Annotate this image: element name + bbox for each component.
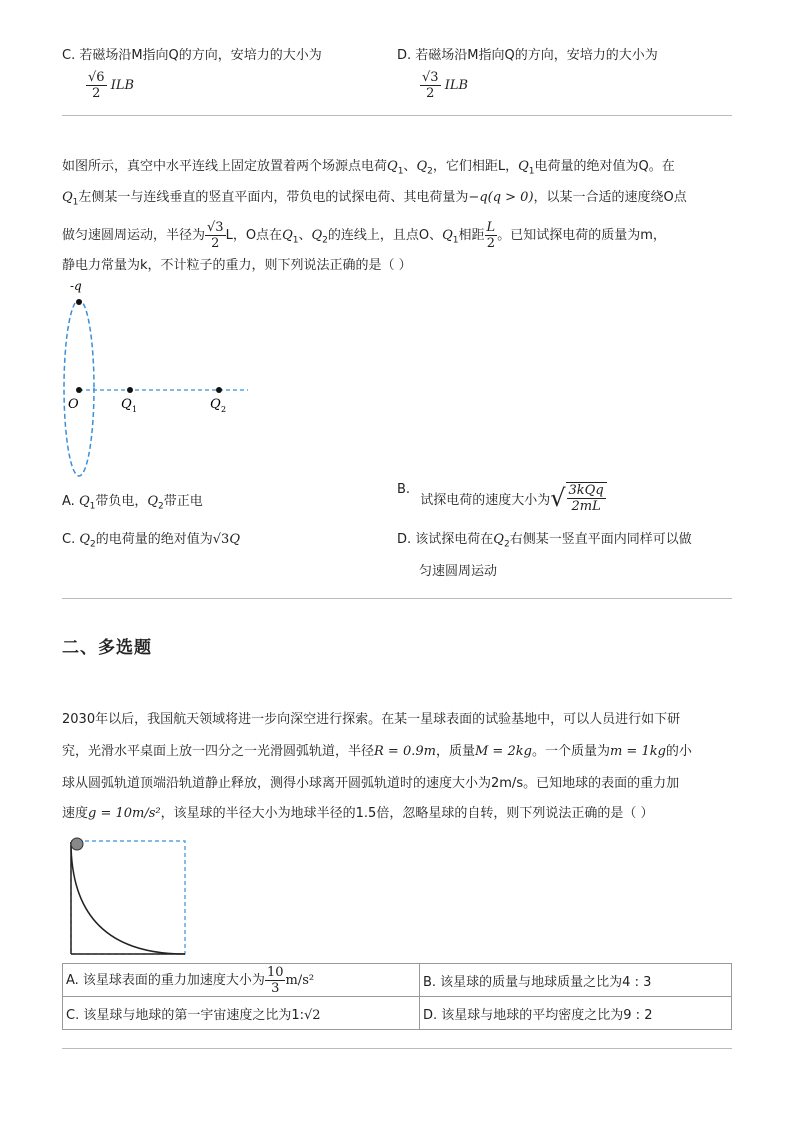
option-c[interactable]: C. $Q_2$的电荷量的绝对值为√3Q xyxy=(62,532,240,550)
divider xyxy=(62,115,732,116)
prev-option-d-formula: $\frac{√3}{2}$ ILB xyxy=(422,70,469,101)
section-title: 二、多选题 xyxy=(62,638,152,658)
label-q2: Q xyxy=(210,397,221,412)
charge-figure xyxy=(60,278,260,483)
label-o: O xyxy=(68,397,79,412)
option-d[interactable]: D. 该试探电荷在$Q_2$右侧某一竖直平面内同样可以做 xyxy=(397,532,692,550)
label-q2-sub: 2 xyxy=(221,405,227,414)
question-charge-line1: 如图所示，真空中水平连线上固定放置着两个场源点电荷$Q_1$、$Q_2$，它们相距L，$Q_1$电荷量的绝对值为Q。在 xyxy=(62,159,675,177)
options-table xyxy=(62,963,732,1030)
question-planet-line1: 2030年以后，我国航天领域将进一步向深空进行探索。在某一星球表面的试验基地中，可以人员进行如下研 xyxy=(62,712,681,727)
divider xyxy=(62,1048,732,1049)
test-charge-dot xyxy=(76,299,82,305)
question-planet-line4: 速度g = 10m/s²，该星球的半径大小为地球半径的1.5倍，忽略星球的自转，则下列说法正确的是（ ） xyxy=(62,806,654,821)
question-charge-line2: $Q_1$左侧某一与连线垂直的竖直平面内，带负电的试探电荷、其电荷量为−q(q > 0)，以某一合适的速度绕O点 xyxy=(62,190,687,208)
option-d-cont: 匀速圆周运动 xyxy=(419,564,498,579)
label-q: -q xyxy=(70,279,82,293)
divider xyxy=(62,598,732,599)
center-dot xyxy=(76,387,82,393)
option-b[interactable]: B. 该星球的质量与地球质量之比为4 : 3 xyxy=(420,964,732,997)
arc-track xyxy=(71,842,185,954)
ball xyxy=(71,838,83,850)
option-a[interactable]: A. 该星球表面的重力加速度大小为 $\frac{10}{3}$ m/s² xyxy=(63,964,420,997)
prev-option-d: D. 若磁场沿M指向Q的方向，安培力的大小为 xyxy=(397,48,658,63)
question-charge-line4: 静电力常量为k，不计粒子的重力，则下列说法正确的是（ ） xyxy=(62,258,412,273)
prev-option-c-formula: $\frac{√6}{2}$ ILB xyxy=(88,70,135,101)
q1-dot xyxy=(127,387,133,393)
question-charge-line3: 做匀速圆周运动，半径为 $\frac{√3}{2}$ L，O点在$Q_1$、$Q_2$的连线上，且点O、$Q_1$相距 $\frac{L}{2}$ 。已知试探电荷的质量为m， xyxy=(62,220,666,251)
label-q1-sub: 1 xyxy=(132,405,138,414)
q2-dot xyxy=(216,387,222,393)
question-planet-line2: 究，光滑水平桌面上放一四分之一光滑圆弧轨道，半径R = 0.9m，质量M = 2kg。一个质量为m = 1kg的小 xyxy=(62,744,692,759)
option-c[interactable]: C. 该星球与地球的第一宇宙速度之比为1:√2 xyxy=(63,997,420,1030)
question-planet-line3: 球从圆弧轨道顶端沿轨道静止释放，测得小球离开圆弧轨道时的速度大小为2m/s。已知地球的表面的重力加 xyxy=(62,776,680,791)
option-d[interactable]: D. 该星球与地球的平均密度之比为9 : 2 xyxy=(420,997,732,1030)
arc-track-figure xyxy=(62,834,192,959)
label-q1: Q xyxy=(121,397,132,412)
option-a[interactable]: A. $Q_1$带负电，$Q_2$带正电 xyxy=(62,494,203,512)
prev-option-c: C. 若磁场沿M指向Q的方向，安培力的大小为 xyxy=(62,48,322,63)
track-outline xyxy=(71,841,185,954)
option-b[interactable]: B. 试探电荷的速度大小为√ $\frac{\text{3kQq}}{2mL}$ xyxy=(397,482,607,514)
